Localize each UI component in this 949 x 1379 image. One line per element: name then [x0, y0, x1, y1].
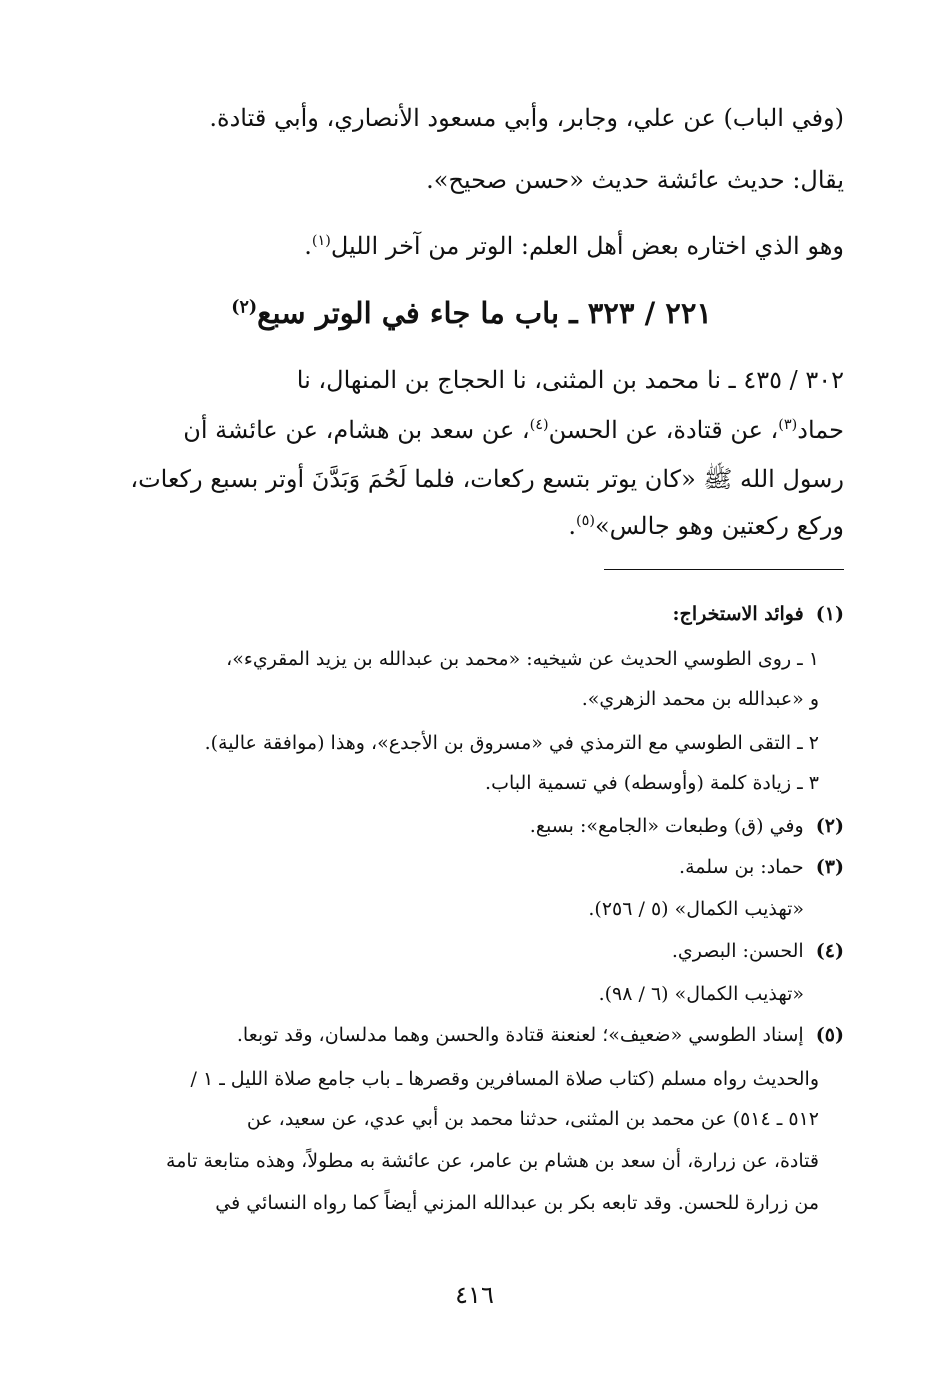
footnote-ref-2: (٢) — [231, 297, 258, 318]
footnote-4-ref: «تهذيب الكمال» (٦ / ٩٨). — [598, 983, 804, 1005]
chapter-heading: ٢٢١ / ٣٢٣ ـ باب ما جاء في الوتر سبع$^{(٢)}$ — [231, 296, 712, 330]
footnote-1-item-1b: و «عبدالله بن محمد الزهري». — [581, 688, 819, 710]
hadith-line-2: حماد$^{(٣)}$، عن قتادة، عن الحسن$^{(٤)}$، عن سعد بن هشام، عن عائشة أن — [183, 416, 844, 444]
footnote-1-item-2: ٢ ـ التقى الطوسي مع الترمذي في «مسروق بن الأجدع»، وهذا (موافقة عالية). — [204, 732, 819, 754]
footnote-3: (٣) حماد: بن سلمة. — [679, 856, 844, 878]
page-number: ٤١٦ — [455, 1281, 494, 1309]
main-line-2: يقال: حديث عائشة حديث «حسن صحيح». — [426, 166, 844, 194]
hadith-line-4: وركع ركعتين وهو جالس»$^{(٥)}$. — [568, 512, 844, 540]
footnote-4: (٤) الحسن: البصري. — [671, 940, 844, 962]
footnote-5-line-4: قتادة، عن زرارة، أن سعد بن هشام بن عامر، عن عائشة به مطولاً، وهذه متابعة تامة — [166, 1150, 819, 1172]
main-line-3: وهو الذي اختاره بعض أهل العلم: الوتر من آخر الليل$^{(١)}$. — [304, 232, 844, 260]
hadith-line-1: ٣٠٢ / ٤٣٥ ـ نا محمد بن المثنى، نا الحجاج بن المنهال، نا — [296, 366, 844, 394]
footnote-ref-1: (١) — [311, 233, 331, 249]
footnote-1-item-3: ٣ ـ زيادة كلمة (وأوسطه) في تسمية الباب. — [485, 772, 819, 794]
footnote-ref-3: (٣) — [778, 417, 798, 433]
main-line-1: (وفي الباب) عن علي، وجابر، وأبي مسعود الأنصاري، وأبي قتادة. — [209, 104, 844, 132]
footnote-5-line-2: والحديث رواه مسلم (كتاب صلاة المسافرين وقصرها ـ باب جامع صلاة الليل ـ ١ / — [190, 1068, 819, 1090]
footnote-5-line-3: ٥١٢ ـ ٥١٤) عن محمد بن المثنى، حدثنا محمد بن أبي عدي، عن سعيد، عن — [246, 1108, 819, 1130]
footnote-1-title: (١) فوائد الاستخراج: — [672, 603, 844, 625]
footnote-5-line-1: (٥) إسناد الطوسي «ضعيف»؛ لعنعنة قتادة والحسن وهما مدلسان، وقد توبعا. — [236, 1024, 844, 1046]
hadith-line-3: رسول الله ﷺ «كان يوتر بتسع ركعات، فلما لَحُمَ وَبَدَّنَ أوتر بسبع ركعات، — [130, 465, 844, 493]
footnote-ref-4: (٤) — [529, 417, 549, 433]
footnote-ref-5: (٥) — [576, 513, 595, 529]
footnote-separator — [604, 569, 844, 570]
footnote-1-item-1a: ١ ـ روى الطوسي الحديث عن شيخيه: «محمد بن عبدالله بن يزيد المقريء»، — [226, 648, 819, 670]
footnote-2: (٢) وفي (ق) وطبعات «الجامع»: بسبع. — [529, 815, 844, 837]
footnote-5-line-5: من زرارة للحسن. وقد تابعه بكر بن عبدالله المزني أيضاً كما رواه النسائي في — [215, 1192, 819, 1214]
footnote-3-ref: «تهذيب الكمال» (٥ / ٢٥٦). — [588, 898, 804, 920]
